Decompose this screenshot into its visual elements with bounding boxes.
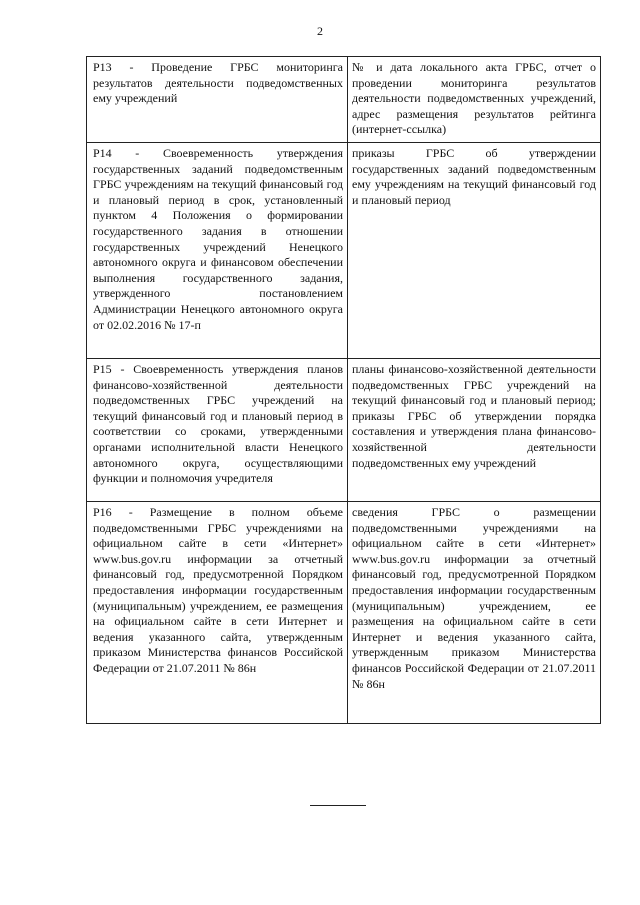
table-row-p15 bbox=[87, 358, 601, 501]
page-number: 2 bbox=[317, 24, 323, 38]
criterion-source-cell: приказы ГРБС об утверждении государственных заданий подведомственным ему учреждениям на текущий финансовый год и плановый период bbox=[348, 142, 601, 358]
criterion-description-cell: Р15 - Своевременность утверждения планов финансово-хозяйственной деятельности подведомственных ГРБС учреждений на текущий финансовый год и плановый период в соответствии со сроками, утвержденными органами исполнительной власти Ненецкого автономного округа, осуществляющими функции и полномочия учредителя bbox=[87, 358, 348, 501]
table-row-p14 bbox=[87, 142, 601, 358]
table-row-p16 bbox=[87, 501, 601, 723]
criterion-source-cell: сведения ГРБС о размещении подведомственными учреждениями на официальном сайте в сети «Интернет» www.bus.gov.ru информации за отчетный финансовый год, предусмотренной Порядком предоставления информации государственным (муниципальным) учреждением, ее размещения на официальном сайте в сети Интернет и ведения указанного сайта, утвержденным приказом Министерства финансов Российской Федерации от 21.07.2011 № 86н bbox=[348, 501, 601, 723]
criterion-description-cell: Р14 - Своевременность утверждения государственных заданий подведомственным ГРБС учреждениям на текущий финансовый год и плановый период в срок, установленный пунктом 4 Положения о формировании государственного задания в отношении государственных учреждений Ненецкого автономного округа и финансовом обеспечении выполнения государственного задания, утвержденного постановлением Администрации Ненецкого автономного округа от 02.02.2016 № 17-п bbox=[87, 142, 348, 358]
criterion-description-cell: Р16 - Размещение в полном объеме подведомственными ГРБС учреждениями на официальном сайте в сети «Интернет» www.bus.gov.ru информации за отчетный финансовый год, предусмотренной Порядком предоставления информации государственным (муниципальным) учреждением, ее размещения на официальном сайте в сети Интернет и ведения указанного сайта, утвержденным приказом Министерства финансов Российской Федерации от 21.07.2011 № 86н bbox=[87, 501, 348, 723]
end-separator-line bbox=[310, 805, 366, 806]
criteria-table-grid bbox=[86, 56, 601, 724]
table-row-p13 bbox=[87, 57, 601, 143]
criterion-description-cell: Р13 - Проведение ГРБС мониторинга результатов деятельности подведомственных ему учреждений bbox=[87, 57, 348, 143]
criterion-source-cell: № и дата локального акта ГРБС, отчет о проведении мониторинга результатов деятельности подведомственных учреждений, адрес размещения результатов рейтинга (интернет-ссылка) bbox=[348, 57, 601, 143]
criteria-table bbox=[86, 56, 596, 724]
criterion-source-cell: планы финансово-хозяйственной деятельности подведомственных ГРБС учреждений на текущий финансовый год и плановый период; приказы ГРБС об утверждении порядка составления и утверждения плана финансово-хозяйственной деятельности подведомственных ему учреждений bbox=[348, 358, 601, 501]
